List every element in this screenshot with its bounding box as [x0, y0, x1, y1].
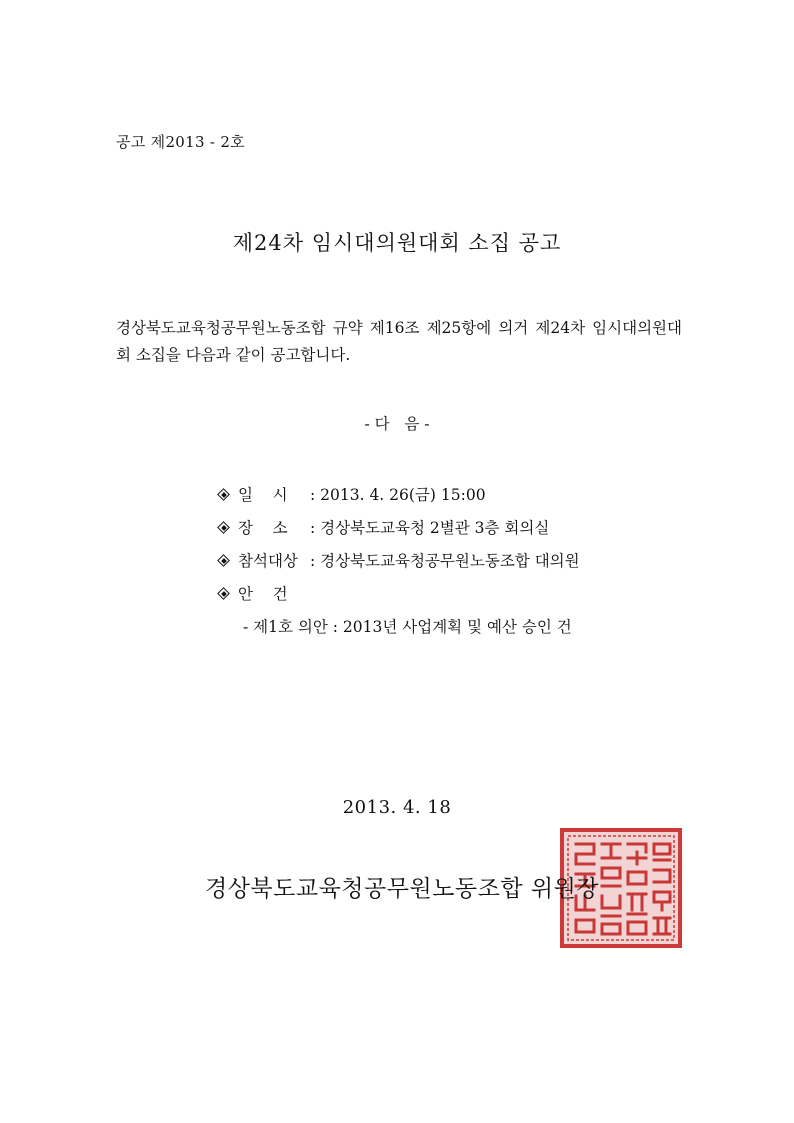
list-item-agenda [217, 583, 580, 616]
item-value: : 경상북도교육청공무원노동조합 대의원 [310, 552, 580, 570]
notice-number: 공고 제2013 - 2호 [116, 133, 245, 151]
list-item-attendees [217, 550, 580, 583]
page-title: 제24차 임시대의원대회 소집 공고 [232, 231, 562, 255]
diamond-bullet-icon [217, 554, 231, 568]
item-value: : 경상북도교육청 2별관 3층 회의실 [310, 519, 550, 537]
item-label: 안 건 [238, 585, 288, 603]
notice-date: 2013. 4. 18 [342, 797, 452, 818]
list-item-date [217, 484, 580, 517]
item-label: 장 소 [238, 519, 288, 537]
items-list [217, 484, 580, 649]
item-label: 참석대상 [238, 552, 298, 570]
item-label: 일 시 [238, 486, 288, 504]
diamond-bullet-icon [217, 521, 231, 535]
diamond-bullet-icon [217, 488, 231, 502]
signer-title: 경상북도교육청공무원노동조합 위원장 [205, 876, 600, 902]
body-paragraph: 경상북도교육청공무원노동조합 규약 제16조 제25항에 의거 제24차 임시대의원대회 소집을 다음과 같이 공고합니다. [116, 319, 682, 364]
item-value: : 2013. 4. 26(금) 15:00 [310, 486, 486, 504]
agenda-sub-item: - 제1호 의안 : 2013년 사업계획 및 예산 승인 건 [243, 618, 572, 636]
list-item-place [217, 517, 580, 550]
section-heading: - 다 음 - [364, 415, 430, 433]
diamond-bullet-icon [217, 587, 231, 601]
